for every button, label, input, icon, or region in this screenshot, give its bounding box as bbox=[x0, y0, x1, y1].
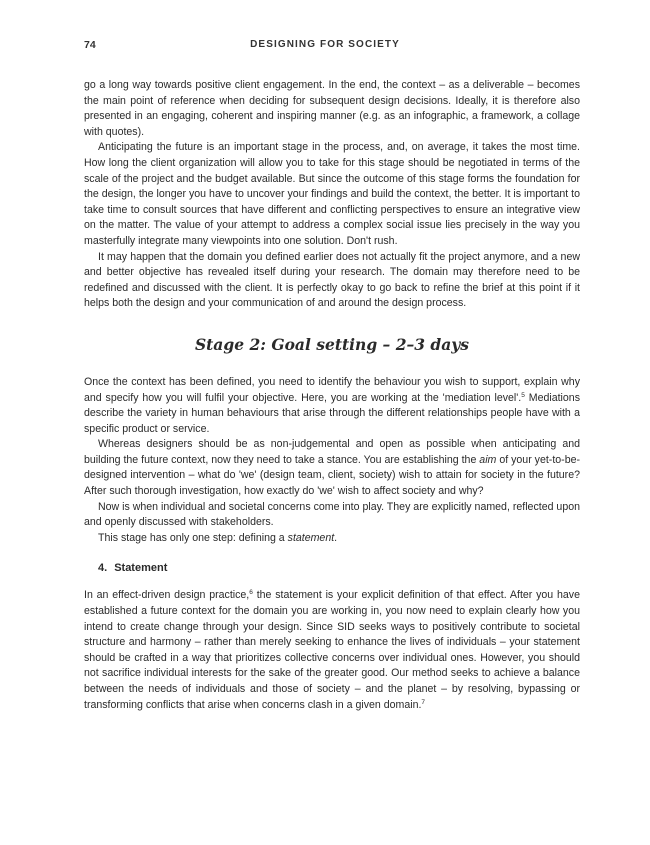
section-heading-statement bbox=[84, 561, 580, 575]
paragraph-anticipating-future: Anticipating the future is an important stage in the process, and, on average, it takes the most time. How long the client organization will allow you to take for this stage should be negotiated in terms of the scale of the project and the budget available. But since the outcome of this stage forms the foundation for the design, the longer you have to uncover your findings and build the context, the better. It is important to take time to consult sources that have different and conflicting perspectives to ensure an integrative view on the matter. The value of your attempt to address a complex social issue lies precisely in the way you masterfully integrate many viewpoints into one solution. Don't rush. bbox=[84, 141, 580, 247]
paragraph-stage-intro bbox=[84, 375, 580, 437]
paragraph-statement bbox=[84, 588, 580, 713]
paragraph-domain-redefine: It may happen that the domain you defined earlier does not actually fit the project anymore, and a new and better objective has revealed itself during your research. The domain may therefore need to be redefined and discussed with the client. It is perfectly okay to go back to refine the brief at this point if it helps both the design and your communication of and around the design process. bbox=[84, 250, 580, 310]
stage-intro-tail: Mediations describe the variety in human behaviours that arise through the different relationships people have with a specific product or service. bbox=[84, 391, 580, 435]
one-step-before: This stage has only one step: defining a bbox=[98, 531, 288, 544]
take-stance-before: Whereas designers should be as non-judgemental and open as possible when anticipating and building the future context, now they need to take a stance. You are establishing the bbox=[84, 438, 580, 466]
paragraph-continued: go a long way towards positive client engagement. In the end, the context – as a deliverable – becomes the main point of reference when deciding for subsequent design decisions. Ideally, it is therefore also presented in an engaging, coherent and inspiring manner (e.g. as an infographic, a framework, a collage with quotes). bbox=[84, 79, 580, 138]
statement-emphasis: statement bbox=[287, 531, 335, 544]
running-head bbox=[84, 39, 566, 53]
stage-heading: Stage 2: Goal setting – 2–3 days bbox=[194, 334, 470, 354]
footnote-ref-5[interactable]: 5 bbox=[521, 391, 525, 399]
page-number: 74 bbox=[84, 39, 96, 51]
aim-emphasis: aim bbox=[479, 453, 497, 466]
section-number: 4. bbox=[98, 562, 108, 575]
paragraph-one-step bbox=[84, 531, 580, 547]
running-title: DESIGNING FOR SOCIETY bbox=[250, 39, 400, 50]
paragraph-concerns: Now is when individual and societal concerns come into play. They are explicitly named, reflected upon and openly discussed with stakeholders. bbox=[84, 500, 580, 529]
section-title: Statement bbox=[114, 562, 168, 575]
one-step-after: . bbox=[334, 531, 338, 544]
paragraph-take-stance bbox=[84, 437, 580, 499]
footnote-ref-7[interactable]: 7 bbox=[421, 698, 426, 706]
footnote-ref-6[interactable]: 6 bbox=[249, 589, 253, 597]
take-stance-after: of your yet-to-be-designed intervention – what do 'we' (design team, client, society) wish to attain for society in the future? After such thorough investigation, how exactly do 'we' wish to affect society and why? bbox=[84, 453, 581, 498]
page-body bbox=[84, 78, 580, 713]
statement-before: In an effect-driven design practice, bbox=[84, 589, 250, 602]
stage-intro-text: Once the context has been defined, you need to identify the behaviour you wish to support, explain why and specify how you will fulfil your objective. Here, you are working at the 'mediation level'. bbox=[84, 375, 580, 404]
statement-middle: the statement is your explicit definition of that effect. After you have established a future context for the domain you are working in, you now need to explain clearly how you intend to create change through your design. Since SID seeks ways to positively contribute to societal structure and harmony – rather than merely seeking to enhance the lives of individuals – your statement should be crafted in a way that prioritizes collective concerns over individual ones. However, you should not sacrifice individual interests for the sake of the greater good. Our method seeks to achieve a balance between the needs of individuals and those of society – and the planet – by resolving, bypassing or transforming conflicts that arise when concerns clash in a given domain. bbox=[84, 589, 580, 711]
